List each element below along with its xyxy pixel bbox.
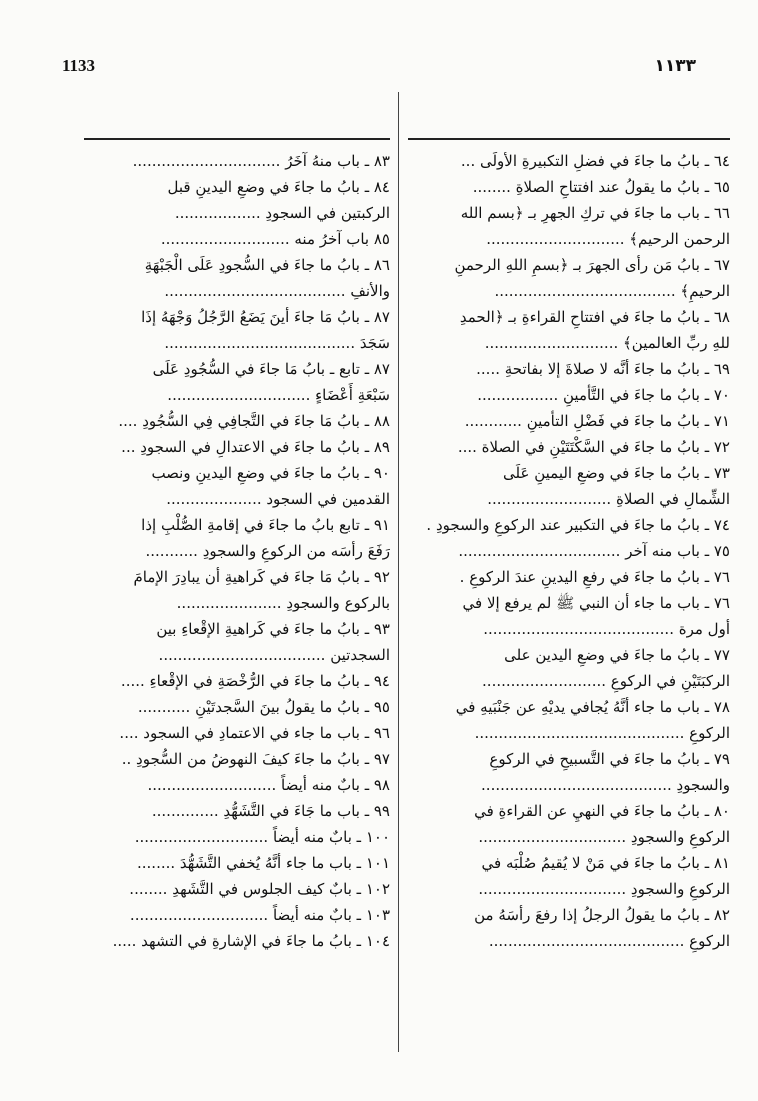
toc-entry	[84, 772, 390, 798]
toc-entry-text: ٦٨ ـ بابُ ما جاءَ في افتتاحِ القراءةِ بـ ﴿الحمدِ	[459, 308, 730, 326]
toc-entry-text: القدمين في السجود ....................	[166, 490, 390, 508]
toc-entry	[84, 434, 390, 460]
toc-entry	[84, 460, 390, 486]
toc-entry	[84, 512, 390, 538]
toc-entry	[408, 902, 730, 928]
toc-entry-text: ٩٣ ـ بابُ ما جاءَ في كَراهيةِ الإقْعاءِ بين	[156, 620, 390, 638]
toc-entry	[408, 512, 730, 538]
toc-entry-text: ٧٠ ـ بابُ ما جاءَ في التَّأمينِ .................	[477, 386, 730, 404]
toc-entry-text: ١٠٣ ـ بابٌ منه أيضاً .............................	[129, 906, 390, 924]
toc-entry	[408, 538, 730, 564]
toc-entry-text: ٦٩ ـ بابُ ما جاءَ أنَّه لا صلاةَ إلا بفاتحةِ .....	[476, 360, 730, 378]
toc-entry-text: ٧١ ـ بابُ ما جاءَ في فَضْلِ التأمينِ ............	[464, 412, 730, 430]
toc-entry-text: ٨٥ باب آخرُ منه ...........................	[160, 230, 390, 248]
toc-entry	[408, 824, 730, 850]
toc-entry	[408, 564, 730, 590]
toc-entry-text: ٦٤ ـ بابُ ما جاءَ في فضلِ التكبيرةِ الأولَى ...	[460, 152, 730, 170]
toc-entry-text: ٨٦ ـ بابُ ما جاءَ في السُّجودِ عَلَى الْجَبْهَةِ	[144, 256, 390, 274]
toc-entry-text: رَفَعَ رأسَه من الركوعِ والسجودِ ...........	[145, 542, 390, 560]
toc-entry	[84, 668, 390, 694]
toc-entry	[408, 304, 730, 330]
toc-entry	[84, 408, 390, 434]
toc-entry	[408, 720, 730, 746]
toc-entry	[408, 278, 730, 304]
toc-entry-text: ٧٤ ـ بابُ ما جاءَ في التكبير عند الركوعِ والسجودِ .	[426, 516, 730, 534]
toc-entry	[84, 226, 390, 252]
toc-entry	[84, 278, 390, 304]
toc-entry-text: ٨٤ ـ بابُ ما جاءَ في وضعِ اليدينِ قبل	[167, 178, 390, 196]
toc-entry	[408, 252, 730, 278]
toc-entry	[408, 356, 730, 382]
toc-entry-text: بالركوع والسجودِ ......................	[176, 594, 390, 612]
toc-entry	[408, 746, 730, 772]
toc-entry	[408, 668, 730, 694]
toc-entry	[408, 694, 730, 720]
toc-entry	[84, 902, 390, 928]
page-number-latin: 1133	[62, 56, 96, 75]
toc-entry-text: الشِّمالِ في الصلاةِ ..........................	[487, 490, 730, 508]
toc-entry	[408, 460, 730, 486]
toc-entry-text: ٧٦ ـ باب ما جاء أن النبي ﷺ لم يرفع إلا في	[462, 594, 730, 612]
toc-column-right	[408, 148, 730, 954]
toc-entry	[408, 200, 730, 226]
toc-entry-text: ٨٨ ـ بابُ مَا جاءَ في التَّجافِي فِي السُّجُودِ ....	[118, 412, 390, 430]
toc-entry-text: ٧٧ ـ بابُ ما جاءَ في وضعِ اليدين على	[504, 646, 730, 664]
toc-entry	[84, 382, 390, 408]
toc-entry	[408, 434, 730, 460]
toc-entry	[408, 486, 730, 512]
toc-entry	[84, 304, 390, 330]
toc-entry-text: ١٠١ ـ باب ما جاء أنَّهُ يُخفي التَّشَهُّدَ ........	[137, 854, 390, 872]
toc-entry-text: ٧٩ ـ بابُ ما جاءَ في التَّسبيحِ في الركوعِ	[489, 750, 730, 768]
toc-entry-text: ٦٥ ـ بابُ ما يقولُ عند افتتاحِ الصلاةِ ........	[472, 178, 730, 196]
toc-entry	[84, 200, 390, 226]
toc-entry	[408, 226, 730, 252]
toc-entry	[408, 798, 730, 824]
toc-entry-text: ٧٥ ـ باب منه آخر ..................................	[458, 542, 730, 560]
toc-entry	[408, 174, 730, 200]
toc-entry	[408, 772, 730, 798]
page-number-arabic: ١١٣٣	[654, 56, 696, 76]
toc-entry	[84, 824, 390, 850]
toc-entry-text: للهِ ربِّ العالمين﴾ ............................	[484, 334, 730, 352]
toc-entry-text: الركوعِ والسجودِ ...............................	[478, 880, 730, 898]
toc-entry-text: ١٠٠ ـ بابٌ منه أيضاً ............................	[134, 828, 390, 846]
toc-entry-text: الركوعِ والسجودِ ...............................	[478, 828, 730, 846]
toc-entry	[84, 486, 390, 512]
toc-entry-text: ٨٩ ـ بابُ ما جاءَ في الاعتدالِ في السجودِ ...	[121, 438, 390, 456]
toc-entry-text: ٨٧ ـ بابُ مَا جاءَ أينَ يَضَعُ الرَّجُلُ وَجْهَهُ إذَا	[141, 308, 390, 326]
toc-entry-text: والسجودِ ........................................	[481, 776, 730, 794]
toc-entry	[408, 330, 730, 356]
toc-entry-text: ٦٧ ـ بابُ مَن رأى الجهرَ بـ ﴿بسمِ اللهِ الرحمنِ	[454, 256, 730, 274]
toc-entry-text: أول مرة ........................................	[483, 620, 730, 638]
toc-entry	[408, 616, 730, 642]
toc-entry-text: الركبتين في السجودِ ..................	[174, 204, 390, 222]
toc-entry-text: الركبَتَيْنِ في الركوعِ ..........................	[482, 672, 730, 690]
toc-entry	[84, 876, 390, 902]
toc-entry	[408, 590, 730, 616]
toc-entry-text: الرحمن الرحيم﴾ .............................	[486, 230, 730, 248]
toc-entry-text: ٩١ ـ تابع بابُ ما جاءَ في إقامةِ الصُّلْبِ إذا	[141, 516, 390, 534]
toc-entry	[84, 720, 390, 746]
toc-entry-text: ٧٢ ـ بابُ ما جاءَ في السَّكْتَتَيْنِ في الصلاة ....	[457, 438, 730, 456]
toc-entry-text: ٩٦ ـ باب ما جاء في الاعتمادِ في السجود ....	[119, 724, 390, 742]
toc-entry-text: ٩٩ ـ باب ما جَاءَ في التَّشَهُّدِ ..............	[151, 802, 390, 820]
toc-entry-text: ٧٨ ـ باب ما جاء أنَّهُ يُجافي يديْهِ عن جَنْبَيهِ في	[455, 698, 730, 716]
toc-entry-text: ٩٤ ـ بابُ ما جاءَ في الرُّخْصَةِ في الإقْعاءِ .....	[120, 672, 390, 690]
toc-entry	[408, 850, 730, 876]
toc-entry	[84, 590, 390, 616]
toc-entry	[408, 382, 730, 408]
toc-entry	[84, 694, 390, 720]
toc-entry	[408, 928, 730, 954]
toc-entry-text: ١٠٢ ـ بابٌ كيف الجلوس في التَّشَهدِ ........	[129, 880, 390, 898]
toc-entry	[84, 148, 390, 174]
toc-column-left	[84, 148, 390, 954]
toc-entry	[84, 174, 390, 200]
toc-entry	[84, 564, 390, 590]
toc-entry	[408, 642, 730, 668]
toc-entry-text: ٦٦ ـ باب ما جاءَ في تركِ الجهرِ بـ ﴿بسم الله	[460, 204, 730, 222]
toc-entry-text: ٨٧ ـ تابع ـ بابُ مَا جاءَ في السُّجُودِ عَلَى	[152, 360, 390, 378]
toc-entry	[408, 876, 730, 902]
toc-entry-text: ٧٦ ـ بابُ ما جاءَ في رفعِ اليدينِ عندَ الركوعِ .	[459, 568, 730, 586]
toc-entry	[84, 642, 390, 668]
toc-entry-text: ٨٢ ـ بابُ ما يقولُ الرجلُ إذا رفعَ رأسَهُ من	[474, 906, 730, 924]
toc-entry	[84, 928, 390, 954]
toc-entry-text: ٨٠ ـ بابُ ما جاءَ في النهيِ عن القراءةِ في	[474, 802, 730, 820]
toc-entry-text: ١٠٤ ـ بابُ ما جاءَ في الإشارةِ في التشهد .....	[112, 932, 390, 950]
toc-entry	[408, 148, 730, 174]
toc-entry	[84, 746, 390, 772]
header-rule-right	[408, 138, 730, 140]
toc-entry-text: سَجَدَ ........................................	[164, 334, 390, 352]
toc-entry	[84, 538, 390, 564]
toc-entry-text: ٧٣ ـ بابُ ما جاءَ في وضعِ اليمينِ عَلَى	[503, 464, 730, 482]
toc-entry-text: السجدتين ...................................	[158, 646, 390, 664]
toc-entry	[84, 798, 390, 824]
header-rule-left	[84, 138, 390, 140]
toc-entry-text: والأنفِ ......................................	[164, 282, 390, 300]
column-divider	[398, 92, 399, 1052]
toc-entry-text: ٩٠ ـ بابُ ما جاءَ في وضعِ اليدينِ ونصب	[151, 464, 390, 482]
toc-entry	[84, 850, 390, 876]
toc-entry-text: ٨١ ـ بابُ ما جاءَ في مَنْ لا يُقيمُ صُلْبَه في	[481, 854, 730, 872]
toc-entry-text: ٩٧ ـ بابُ ما جاءَ كيفَ النهوضُ من السُّجودِ ..	[121, 750, 390, 768]
toc-entry	[84, 616, 390, 642]
toc-entry	[84, 356, 390, 382]
toc-entry	[84, 330, 390, 356]
toc-entry-text: الركوعِ .........................................	[488, 932, 730, 950]
toc-entry-text: الركوعِ ............................................	[474, 724, 730, 742]
toc-entry-text: ٨٣ ـ باب منهُ آخَرُ ...............................	[132, 152, 390, 170]
toc-entry-text: ٩٨ ـ بابٌ منه أيضاً ...........................	[147, 776, 390, 794]
toc-entry-text: سَبْعَةِ أَعْضَاءٍ ..............................	[167, 386, 390, 404]
toc-entry	[84, 252, 390, 278]
toc-entry-text: ٩٢ ـ بابُ مَا جاءَ في كَراهيةِ أن يبادِرَ الإمامَ	[133, 568, 390, 586]
toc-entry-text: ٩٥ ـ بابُ ما يقولُ بينَ السَّجدتَيْنِ ...........	[137, 698, 390, 716]
toc-entry	[408, 408, 730, 434]
toc-entry-text: الرحيمِ﴾ ......................................	[494, 282, 730, 300]
